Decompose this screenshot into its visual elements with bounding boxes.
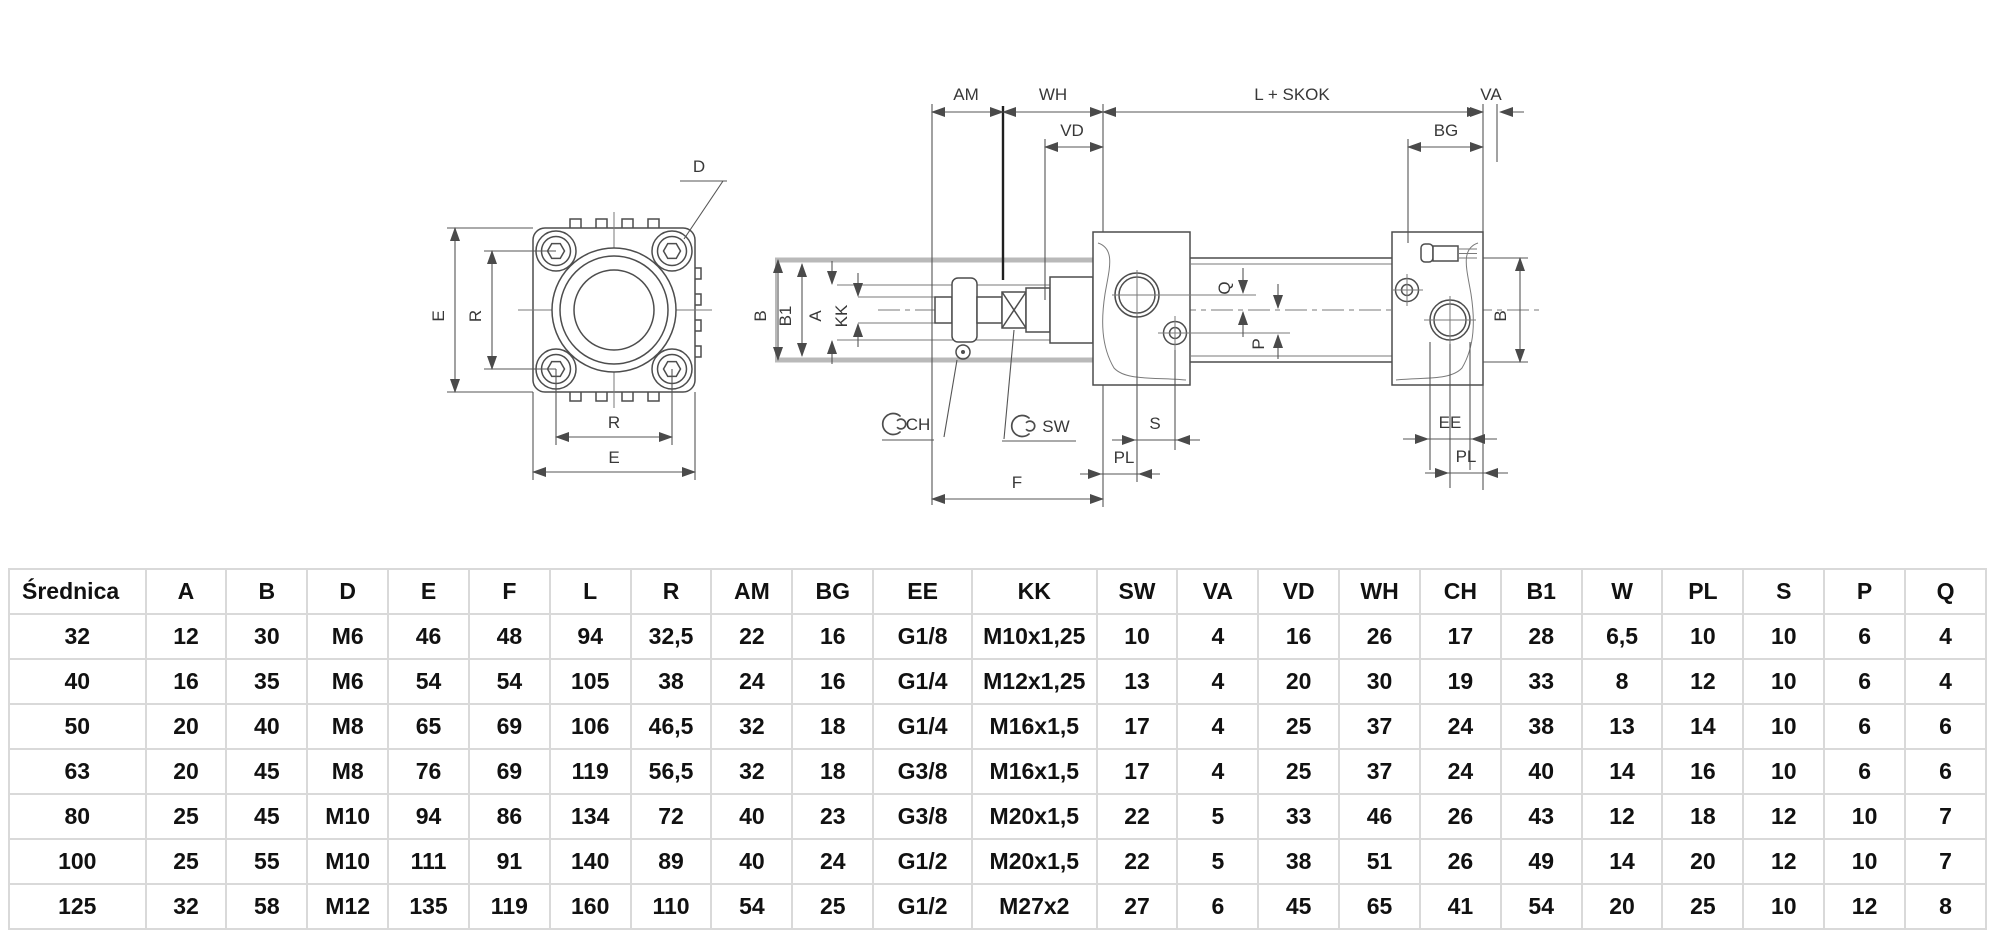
dimension-cell: 25: [146, 794, 227, 839]
dimension-cell: G1/2: [873, 884, 972, 929]
dimension-cell: 10: [1743, 749, 1824, 794]
column-header: W: [1582, 569, 1663, 614]
dimension-cell: 54: [469, 659, 550, 704]
dimension-cell: 45: [226, 749, 307, 794]
dim-label-s: S: [1149, 414, 1161, 433]
rear-cap: [1392, 232, 1483, 385]
dimension-cell: 46,5: [631, 704, 712, 749]
column-header: VA: [1177, 569, 1258, 614]
front-view: [429, 157, 727, 480]
dimension-cell: 4: [1905, 614, 1986, 659]
dim-label-b-left: B: [751, 310, 770, 322]
dim-label-b1: B1: [776, 305, 795, 327]
dimension-cell: 10: [1824, 794, 1905, 839]
column-header: AM: [711, 569, 792, 614]
dimension-cell: 76: [388, 749, 469, 794]
column-header: L: [550, 569, 631, 614]
dimension-cell: M27x2: [972, 884, 1097, 929]
header-row: [9, 569, 1986, 614]
dimension-cell: 45: [1258, 884, 1339, 929]
dimension-cell: 16: [792, 614, 873, 659]
dimension-cell: 54: [388, 659, 469, 704]
dimension-cell: 4: [1177, 704, 1258, 749]
dimension-cell: 111: [388, 839, 469, 884]
sw-callout: [1002, 330, 1076, 441]
dim-label-ch: CH: [905, 415, 931, 434]
dimension-cell: 43: [1501, 794, 1582, 839]
column-header: S: [1743, 569, 1824, 614]
column-header: SW: [1097, 569, 1178, 614]
dimension-cell: 38: [1258, 839, 1339, 884]
dimension-cell: M10x1,25: [972, 614, 1097, 659]
dimension-cell: 46: [388, 614, 469, 659]
dimension-cell: 25: [1662, 884, 1743, 929]
dimension-cell: 22: [711, 614, 792, 659]
dimension-cell: 20: [1582, 884, 1663, 929]
column-header: E: [388, 569, 469, 614]
rear-screw-head: [1421, 244, 1433, 262]
dimension-cell: 30: [1339, 659, 1420, 704]
dimension-cell: 134: [550, 794, 631, 839]
dimension-cell: 26: [1420, 839, 1501, 884]
column-header: D: [307, 569, 388, 614]
dimension-cell: 17: [1097, 704, 1178, 749]
dimension-cell: 20: [1258, 659, 1339, 704]
dimension-cell: 40: [711, 839, 792, 884]
dim-label-d: D: [692, 157, 706, 176]
dimension-cell: 37: [1339, 704, 1420, 749]
table-row: [9, 794, 1986, 839]
dimension-cell: 33: [1501, 659, 1582, 704]
dimension-cell: G3/8: [873, 749, 972, 794]
column-header: Q: [1905, 569, 1986, 614]
dimension-cell: 18: [792, 749, 873, 794]
dimension-cell: 94: [388, 794, 469, 839]
dim-label-va: VA: [1480, 85, 1502, 104]
column-header: B: [226, 569, 307, 614]
dimension-cell: 10: [1743, 659, 1824, 704]
column-header: B1: [1501, 569, 1582, 614]
dimension-cell: 6: [1824, 749, 1905, 794]
dimension-cell: G1/4: [873, 704, 972, 749]
dimension-cell: 8: [1582, 659, 1663, 704]
dimension-cell: 110: [631, 884, 712, 929]
dimension-cell: 49: [1501, 839, 1582, 884]
dimension-cell: 14: [1582, 839, 1663, 884]
row-diameter-cell: 40: [9, 659, 146, 704]
dimension-cell: M6: [307, 614, 388, 659]
dimension-cell: 12: [1743, 794, 1824, 839]
row-diameter-cell: 125: [9, 884, 146, 929]
dimension-cell: 27: [1097, 884, 1178, 929]
dimension-cell: M16x1,5: [972, 704, 1097, 749]
dimension-cell: 16: [1662, 749, 1743, 794]
dimension-cell: 20: [1662, 839, 1743, 884]
dimension-cell: 4: [1905, 659, 1986, 704]
row-diameter-cell: 80: [9, 794, 146, 839]
dimension-cell: 89: [631, 839, 712, 884]
dimension-cell: 24: [792, 839, 873, 884]
wrench-icon: [883, 414, 906, 435]
dimension-cell: 40: [1501, 749, 1582, 794]
dimension-cell: 18: [1662, 794, 1743, 839]
dimension-cell: 69: [469, 749, 550, 794]
dimension-cell: 56,5: [631, 749, 712, 794]
dim-label-b-right: B: [1491, 310, 1510, 322]
dimension-cell: 54: [1501, 884, 1582, 929]
column-header: BG: [792, 569, 873, 614]
dimension-cell: 18: [792, 704, 873, 749]
dimension-cell: 6: [1824, 659, 1905, 704]
dimension-cell: 22: [1097, 794, 1178, 839]
dimension-cell: 119: [469, 884, 550, 929]
dimension-cell: 38: [1501, 704, 1582, 749]
dimension-cell: 41: [1420, 884, 1501, 929]
side-view: [751, 85, 1540, 507]
dimension-cell: 19: [1420, 659, 1501, 704]
dim-label-pl-left: PL: [1113, 448, 1135, 467]
dimension-cell: 13: [1582, 704, 1663, 749]
dimension-cell: 35: [226, 659, 307, 704]
dimension-cell: 17: [1420, 614, 1501, 659]
dimension-cell: 5: [1177, 839, 1258, 884]
dimension-cell: 22: [1097, 839, 1178, 884]
dimension-cell: 10: [1743, 614, 1824, 659]
dimension-cell: 6: [1905, 749, 1986, 794]
dimension-cell: 20: [146, 749, 227, 794]
dim-label-ee: EE: [1438, 413, 1462, 432]
dimension-cell: 135: [388, 884, 469, 929]
dim-label-sw: SW: [1042, 417, 1070, 436]
dimension-cell: 10: [1097, 614, 1178, 659]
dimension-cell: 38: [631, 659, 712, 704]
dim-label-bg: BG: [1433, 121, 1459, 140]
row-diameter-cell: 100: [9, 839, 146, 884]
dimension-cell: 7: [1905, 794, 1986, 839]
dimension-cell: 72: [631, 794, 712, 839]
row-diameter-cell: 32: [9, 614, 146, 659]
dimension-cell: 17: [1097, 749, 1178, 794]
column-header: CH: [1420, 569, 1501, 614]
table-row: [9, 704, 1986, 749]
column-header: KK: [972, 569, 1097, 614]
dimension-cell: 25: [1258, 749, 1339, 794]
column-header: F: [469, 569, 550, 614]
dimension-cell: 26: [1420, 794, 1501, 839]
dim-label-wh: WH: [1038, 85, 1068, 104]
table-row: [9, 839, 1986, 884]
dimension-cell: 24: [1420, 704, 1501, 749]
dimension-cell: 16: [792, 659, 873, 704]
column-header: Średnica: [9, 569, 146, 614]
dimension-cell: 94: [550, 614, 631, 659]
dimension-cell: M12x1,25: [972, 659, 1097, 704]
dimension-cell: G1/8: [873, 614, 972, 659]
dimension-cell: 32: [711, 704, 792, 749]
dimension-cell: 140: [550, 839, 631, 884]
dimension-cell: 12: [1662, 659, 1743, 704]
dimension-cell: 6: [1177, 884, 1258, 929]
dim-label-q: Q: [1215, 281, 1234, 295]
dimension-cell: 106: [550, 704, 631, 749]
dimension-cell: 16: [146, 659, 227, 704]
dim-label-r-horizontal: R: [607, 413, 621, 432]
dimension-cell: 65: [1339, 884, 1420, 929]
dim-label-vd: VD: [1060, 121, 1084, 140]
column-header: R: [631, 569, 712, 614]
dimension-cell: 6: [1824, 614, 1905, 659]
dimension-cell: 24: [1420, 749, 1501, 794]
rod-nut: [952, 278, 977, 342]
dimension-cell: 33: [1258, 794, 1339, 839]
dimension-cell: M16x1,5: [972, 749, 1097, 794]
dimension-cell: 55: [226, 839, 307, 884]
dimension-cell: 26: [1339, 614, 1420, 659]
dimension-cell: M20x1,5: [972, 839, 1097, 884]
dimension-cell: 48: [469, 614, 550, 659]
dimension-cell: M20x1,5: [972, 794, 1097, 839]
dimension-cell: M12: [307, 884, 388, 929]
dimension-cell: 14: [1662, 704, 1743, 749]
dimension-cell: 32,5: [631, 614, 712, 659]
dimension-cell: 4: [1177, 749, 1258, 794]
column-header: A: [146, 569, 227, 614]
dimension-cell: 10: [1743, 704, 1824, 749]
dimension-cell: G1/2: [873, 839, 972, 884]
dimension-cell: M8: [307, 704, 388, 749]
dimension-cell: 58: [226, 884, 307, 929]
dimension-cell: 4: [1177, 614, 1258, 659]
dimension-cell: 46: [1339, 794, 1420, 839]
column-header: VD: [1258, 569, 1339, 614]
dimension-cell: 6,5: [1582, 614, 1663, 659]
dimension-cell: 51: [1339, 839, 1420, 884]
dim-label-a: A: [806, 310, 825, 322]
dimension-cell: G3/8: [873, 794, 972, 839]
dimension-cell: 28: [1501, 614, 1582, 659]
dim-label-l-skok: L + SKOK: [1254, 85, 1330, 104]
dim-label-p: P: [1249, 338, 1268, 350]
dimension-cell: 5: [1177, 794, 1258, 839]
dimension-cell: 23: [792, 794, 873, 839]
table-row: [9, 749, 1986, 794]
dimension-cell: 30: [226, 614, 307, 659]
dimension-cell: 65: [388, 704, 469, 749]
wrench-icon: [1012, 416, 1035, 437]
dimension-cell: 32: [711, 749, 792, 794]
table-row: [9, 659, 1986, 704]
piston-rod: [935, 277, 1093, 359]
dimension-cell: 14: [1582, 749, 1663, 794]
dimension-cell: 12: [146, 614, 227, 659]
table-row: [9, 884, 1986, 929]
dimensions-table: [8, 568, 1987, 930]
dimension-cell: 54: [711, 884, 792, 929]
dimension-cell: 12: [1582, 794, 1663, 839]
dimension-cell: 40: [226, 704, 307, 749]
dimension-cell: 10: [1662, 614, 1743, 659]
dimension-cell: 4: [1177, 659, 1258, 704]
dimension-cell: M8: [307, 749, 388, 794]
dimension-cell: 10: [1824, 839, 1905, 884]
dimension-cell: 12: [1743, 839, 1824, 884]
dimension-cell: G1/4: [873, 659, 972, 704]
dimension-cell: 12: [1824, 884, 1905, 929]
column-header: WH: [1339, 569, 1420, 614]
dimension-cell: 40: [711, 794, 792, 839]
dim-label-am: AM: [953, 85, 979, 104]
table-row: [9, 614, 1986, 659]
column-header: EE: [873, 569, 972, 614]
dimension-cell: 7: [1905, 839, 1986, 884]
dimension-cell: 6: [1905, 704, 1986, 749]
dimension-cell: 25: [1258, 704, 1339, 749]
cylinder-bore: [552, 248, 676, 372]
dim-label-e-horizontal: E: [608, 448, 620, 467]
gland-nut: [1050, 277, 1093, 343]
dimension-cell: 69: [469, 704, 550, 749]
dimension-table-container: [8, 568, 1987, 930]
dimension-cell: 105: [550, 659, 631, 704]
dimension-cell: M6: [307, 659, 388, 704]
dim-label-kk: KK: [832, 304, 851, 328]
column-header: P: [1824, 569, 1905, 614]
dimension-cell: M10: [307, 794, 388, 839]
dim-label-e-vertical: E: [429, 310, 448, 322]
dimension-cell: 25: [792, 884, 873, 929]
dimension-cell: 37: [1339, 749, 1420, 794]
dimension-cell: 13: [1097, 659, 1178, 704]
dimension-cell: 20: [146, 704, 227, 749]
dimension-cell: 45: [226, 794, 307, 839]
dimension-cell: 32: [146, 884, 227, 929]
dim-label-pl-right: PL: [1455, 447, 1477, 466]
dimension-cell: 25: [146, 839, 227, 884]
dimension-cell: 10: [1743, 884, 1824, 929]
ch-callout: [882, 360, 957, 440]
dimension-cell: 119: [550, 749, 631, 794]
dim-label-f: F: [1011, 473, 1023, 492]
dimension-cell: M10: [307, 839, 388, 884]
dimension-cell: 91: [469, 839, 550, 884]
dimension-cell: 24: [711, 659, 792, 704]
dimension-cell: 8: [1905, 884, 1986, 929]
row-diameter-cell: 50: [9, 704, 146, 749]
dimension-cell: 6: [1824, 704, 1905, 749]
row-diameter-cell: 63: [9, 749, 146, 794]
dimension-cell: 16: [1258, 614, 1339, 659]
column-header: PL: [1662, 569, 1743, 614]
dimension-cell: 86: [469, 794, 550, 839]
dim-label-r-vertical: R: [466, 309, 485, 323]
dimension-cell: 160: [550, 884, 631, 929]
